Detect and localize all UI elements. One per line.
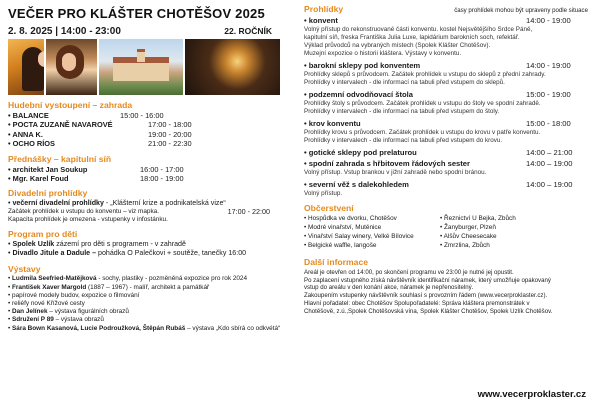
date-line <box>8 25 272 38</box>
theatre-item: • večerní divadelní prohlídky - „Klášterní krize a podnikatelská vize“ <box>8 199 226 208</box>
photo-strip <box>8 39 280 95</box>
edition-label: 22. ROČNÍK <box>224 26 272 36</box>
list-item: • Mgr. Karel Foud 18:00 - 19:00 <box>8 174 184 184</box>
refreshments-heading: Občerstvení <box>304 203 354 213</box>
list-item: • Spolek Uzlík zázemí pro děti s programem - v zahradě <box>8 240 186 249</box>
tours-heading: Prohlídky <box>304 4 344 14</box>
list-item: • Řeznictví U Bejka, Zbůch <box>440 215 516 222</box>
theatre-heading: Divadelní prohlídky <box>8 188 88 199</box>
list-item: • Žanyburger, Plzeň <box>440 223 496 231</box>
tour-north-tower: • severní věž s dalekohledem 14:00 – 19:00 Volný přístup. <box>304 180 573 197</box>
list-item: • Ludmila Seefried-Matějková - sochy, plastiky - pozměněná expozice pro rok 2024 <box>8 275 248 283</box>
list-item: • POCTA ZUZANĚ NAVAROVÉ 17:00 - 18:00 <box>8 120 192 130</box>
theatre-note: Začátek prohlídek u vstupu do konventu – viz mapka. 17:00 - 22:00 <box>8 207 270 217</box>
website-link[interactable]: www.vecerproklaster.cz <box>477 389 586 400</box>
tours-note: časy prohlídek mohou být upraveny podle situace <box>454 7 588 14</box>
tour-gothic-cellars: • gotické sklepy pod prelaturou 14:00 – 21:00 <box>304 148 573 157</box>
list-item: • Zmrzlina, Zbůch <box>440 241 490 249</box>
music-heading: Hudební vystoupení – zahrada <box>8 100 133 110</box>
music-list <box>8 111 296 149</box>
photo-performer <box>8 39 44 95</box>
list-item: • Modré vinařství, Mutěnice <box>304 223 382 231</box>
list-item: • architekt Jan Soukup 16:00 - 17:00 <box>8 164 184 174</box>
list-item: • František Xaver Margold (1887 – 1967) - malíř, architekt a památkář <box>8 283 210 291</box>
talks-heading: Přednášky – kapitulní síň <box>8 153 112 164</box>
list-item: • Hospůdka ve dvorku, Chotěšov <box>304 215 397 222</box>
event-date-time: 2. 8. 2025 | 14:00 - 23:00 <box>8 26 121 37</box>
list-item: • ANNA K. 19:00 - 20:00 <box>8 129 192 139</box>
refreshments-list <box>304 215 588 251</box>
page-title: VEČER PRO KLÁŠTER CHOTĚŠOV 2025 <box>8 6 265 21</box>
list-item: • OCHO RÍOS 21:00 - 22:30 <box>8 139 192 149</box>
list-item: • Belgické waffle, langoše <box>304 241 377 249</box>
more-info-text: Areál je otevřen od 14:00, po skončení programu ve 23:00 je nutné jej opustit. Po zaplacení vstupného získá návštěvník identifikační náramek, který umožňuje opakovaný vstup do areálu v den konání akce, náramek je nepřenositelný. Zakoupením vstupenky návštěvník souhlasí s provozním řádem (www.vecerproklaster.cz). Hlavní pořadatel: obec Chotěšov Spolupořadatelé: Správa kláštera premonstrátek v Chotěšově, z.ú.,Spolek Chotěšovská vína, Spolek Klášter Chotěšov, Spolek Uzlík Chotěšov. <box>304 268 553 316</box>
list-item: • Vinařství Salay winery, Velké Bílovice <box>304 232 414 240</box>
list-item: • Dan Jelínek – výstava figurálních obrazů <box>8 308 129 316</box>
more-info-heading: Další informace <box>304 256 368 267</box>
list-item: • Sdružení P 89 – výstava obrazů <box>8 316 104 324</box>
list-item: • Alšův Cheesecake <box>440 232 497 240</box>
tour-konvent: • konvent 14:00 - 19:00 Volný přístup do rekonstruované části konventu. kostel Nejsvětějšího Srdce Páně, kapitulní síň, freska Františka Julia Luxe, lapidárium barokních soch, refektář. Výklad průvodců na vybraných místech (Spolek Klášter Chotěšov). Muzejní expozice o historii kláštera. Výstavy v konventu. <box>304 16 571 57</box>
photo-candlelight <box>185 39 280 95</box>
exhibits-heading: Výstavy <box>8 264 41 275</box>
left-column <box>8 6 296 333</box>
tour-baroque-cellars: • barokní sklepy pod konventem 14:00 - 19:00 Prohlídky sklepů s průvodcem. Začátek prohlídek u vstupu do sklepů z přední zahrady. Prohlídky v intervalech - dle informací na tabuli před vstupem do sklepů. <box>304 61 571 86</box>
kids-heading: Program pro děti <box>8 229 78 240</box>
theatre-capacity: Kapacita prohlídek je omezena - vstupenky v infostánku. <box>8 216 168 224</box>
list-item: • reliéfy nové Křížové cesty <box>8 300 85 308</box>
list-item: • papírové modely budov, expozice o filmování <box>8 291 140 299</box>
tour-roof-truss: • krov konventu 15:00 - 18:00 Prohlídky krovu s průvodcem. Začátek prohlídek u vstupu do krovu v patře konventu. Prohlídky v intervalech - dle informací na tabuli před vstupem do krovu. <box>304 119 571 144</box>
photo-monastery <box>99 39 182 95</box>
right-column <box>304 4 588 316</box>
exhibits-list <box>8 275 296 332</box>
tours-header <box>304 4 588 15</box>
list-item: • Divadlo Jitule a Dadule – pohádka O Palečkovi + soutěže, tanečky 16:00 <box>8 249 247 258</box>
list-item: • BALANCE 15:00 - 16:00 <box>8 111 164 120</box>
photo-singer <box>46 39 98 95</box>
tour-lower-garden: • spodní zahrada s hřbitovem řádových sester 14:00 – 19:00 Volný přístup. Vstup brankou v jižní zahradě nebo spodní bránou. <box>304 159 573 176</box>
tour-drainage-tunnel: • podzemní odvodňovací štola 15:00 - 19:00 Prohlídky štoly s průvodcem. Začátek prohlídek u vstupu do štoly ve spodní zahradě. Prohlídky v intervalech - dle informací na tabuli před vstupem do štoly. <box>304 90 571 115</box>
list-item: • Sára Bown Kasanová, Lucie Podroužková, Štěpán Rubáš – výstava „Kdo sbírá co odkvétá“ <box>8 324 281 332</box>
